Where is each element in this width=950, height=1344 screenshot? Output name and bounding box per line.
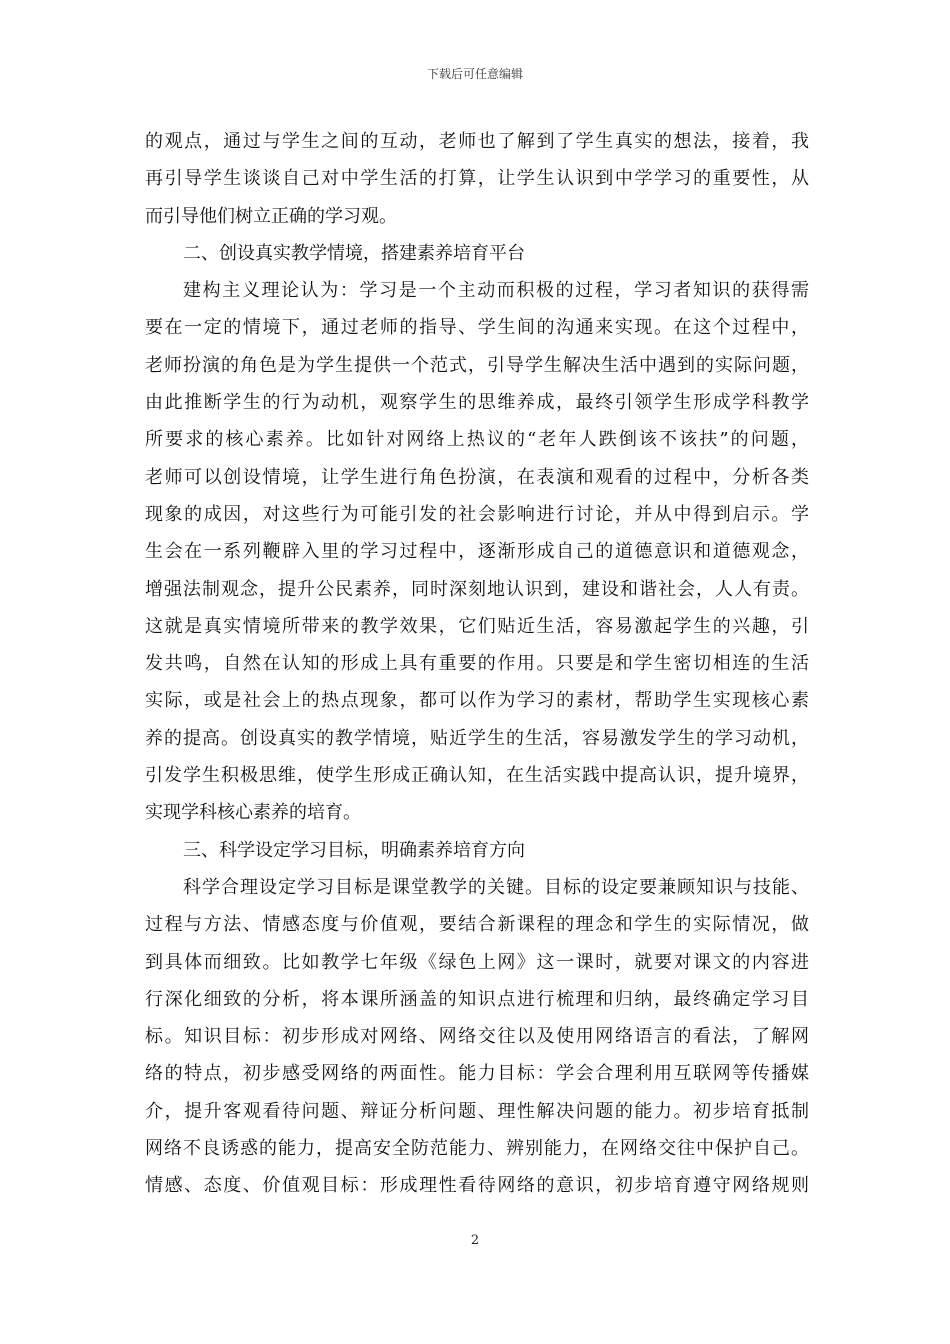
text-line: 实际，或是社会上的热点现象，都可以作为学习的素材，帮助学生实现核心素 [145,690,809,712]
body-text [145,123,809,1205]
text-line: 建构主义理论认为：学习是一个主动而积极的过程，学习者知识的获得需 [183,280,809,302]
section-heading: 二、创设真实教学情境，搭建素养培育平台 [183,242,525,264]
text-line: 增强法制观念，提升公民素养，同时深刻地认识到，建设和谐社会，人人有责。 [145,578,809,600]
text-line: 引发学生积极思维，使学生形成正确认知，在生活实践中提高认识，提升境界， [145,765,809,787]
text-line: 要在一定的情境下，通过老师的指导、学生间的沟通来实现。在这个过程中， [145,317,809,339]
page-header: 下载后可任意编辑 [426,67,523,81]
text-line: 络的特点，初步感受网络的两面性。能力目标：学会合理利用互联网等传播媒 [145,1063,809,1085]
text-line: 生会在一系列鞭辟入里的学习过程中，逐渐形成自己的道德意识和道德观念， [145,541,809,563]
text-line: 情感、态度、价值观目标：形成理性看待网络的意识，初步培育遵守网络规则 [145,1175,809,1197]
text-line: 介，提升客观看待问题、辩证分析问题、理性解决问题的能力。初步培育抵制 [145,1100,809,1122]
text-line: 科学合理设定学习目标是课堂教学的关键。目标的设定要兼顾知识与技能、 [183,876,809,898]
text-line: 现象的成因，对这些行为可能引发的社会影响进行讨论，并从中得到启示。学 [145,503,809,525]
text-line: 的观点，通过与学生之间的互动，老师也了解到了学生真实的想法，接着，我 [145,131,809,152]
text-line: 再引导学生谈谈自己对中学生活的打算，让学生认识到中学学习的重要性，从 [145,168,809,190]
text-line: 到具体而细致。比如教学七年级《绿色上网》这一课时，就要对课文的内容进 [145,951,809,973]
text-line: 老师可以创设情境，让学生进行角色扮演，在表演和观看的过程中，分析各类 [145,466,809,488]
text-line: 实现学科核心素养的培育。 [145,802,361,824]
text-line: 标。知识目标：初步形成对网络、网络交往以及使用网络语言的看法，了解网 [145,1026,809,1048]
page-number: 2 [470,1233,480,1248]
text-line: 这就是真实情境所带来的教学效果，它们贴近生活，容易激起学生的兴趣，引 [145,615,809,637]
text-line: 行深化细致的分析，将本课所涵盖的知识点进行梳理和归纳，最终确定学习目 [145,988,809,1010]
text-line: 老师扮演的角色是为学生提供一个范式，引导学生解决生活中遇到的实际问题， [145,354,809,376]
text-line: 养的提高。创设真实的教学情境，贴近学生的生活，容易激发学生的学习动机， [145,727,809,749]
text-line: 所要求的核心素养。比如针对网络上热议的“老年人跌倒该不该扶”的问题， [145,429,809,451]
text-line: 而引导他们树立正确的学习观。 [145,205,397,227]
text-line: 过程与方法、情感态度与价值观，要结合新课程的理念和学生的实际情况，做 [145,914,809,936]
text-line: 网络不良诱惑的能力，提高安全防范能力、辨别能力，在网络交往中保护自己。 [145,1138,809,1160]
text-line: 发共鸣，自然在认知的形成上具有重要的作用。只要是和学生密切相连的生活 [145,653,809,675]
section-heading: 三、科学设定学习目标，明确素养培育方向 [183,839,525,861]
text-line: 由此推断学生的行为动机，观察学生的思维养成，最终引领学生形成学科教学 [145,392,809,414]
